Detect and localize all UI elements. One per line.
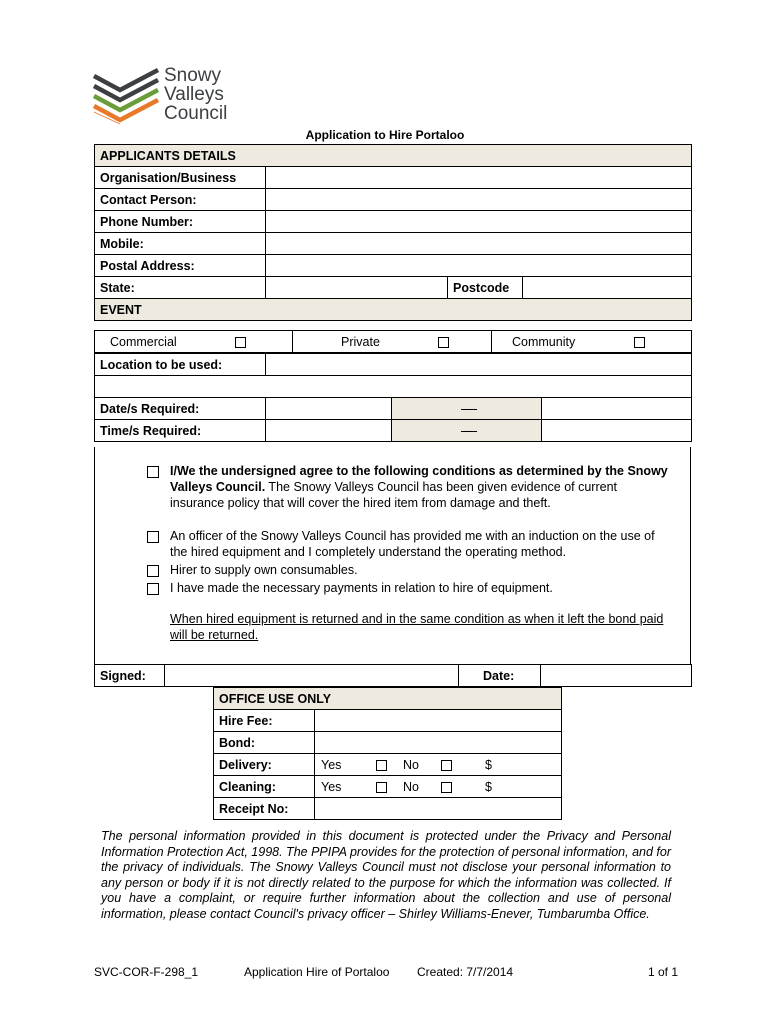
applicant-heading: APPLICANTS DETAILS	[95, 145, 692, 167]
mobile-field[interactable]	[266, 233, 692, 255]
condition-3-checkbox[interactable]	[147, 565, 159, 577]
privacy-statement: The personal information provided in this document is protected under the Privacy and Personal Information Protection Act, 1998. The PPIPA provides for the protection of personal information, and for the privacy of individuals. The Snowy Valleys Council must not disclose your personal information to any person or body if it is not directly related to the purpose for which the information was collected. If you have a complaint, or require further information about the collection and use of personal information, please contact Council's privacy officer – Shirley Williams-Enever, Tumbarumba Office.	[101, 829, 671, 921]
event-heading: EVENT	[95, 299, 692, 321]
commercial-checkbox[interactable]	[235, 337, 246, 348]
footer-created: Created: 7/7/2014	[417, 965, 514, 979]
dash-icon	[461, 431, 477, 432]
delivery-label: Delivery:	[214, 754, 315, 776]
event-community-option[interactable]	[492, 331, 692, 353]
community-checkbox[interactable]	[634, 337, 645, 348]
condition-2-text: An officer of the Snowy Valleys Council has provided me with an induction on the use of the hired equipment and I completely understand the operating method.	[170, 529, 655, 559]
condition-3-text: Hirer to supply own consumables.	[170, 563, 358, 577]
office-use-table	[213, 687, 562, 820]
postal-label: Postal Address:	[95, 255, 266, 277]
commercial-label: Commercial	[110, 334, 177, 349]
delivery-options	[315, 754, 562, 776]
location-label: Location to be used:	[95, 354, 266, 376]
applicant-details-table	[94, 144, 692, 321]
receipt-field[interactable]	[315, 798, 562, 820]
bond-field[interactable]	[315, 732, 562, 754]
date-to-field[interactable]	[542, 398, 692, 420]
private-label: Private	[341, 334, 380, 349]
office-heading: OFFICE USE ONLY	[214, 688, 562, 710]
delivery-no-label: No	[403, 758, 419, 772]
signed-label: Signed:	[95, 665, 165, 687]
condition-4-checkbox[interactable]	[147, 583, 159, 595]
delivery-dollar-label: $	[485, 758, 492, 772]
delivery-no-checkbox[interactable]	[441, 760, 452, 771]
organisation-field[interactable]	[266, 167, 692, 189]
time-to-field[interactable]	[542, 420, 692, 442]
phone-field[interactable]	[266, 211, 692, 233]
event-commercial-option[interactable]	[95, 331, 293, 353]
footer-doc-code: SVC-COR-F-298_1	[94, 965, 199, 979]
hire-fee-field[interactable]	[315, 710, 562, 732]
condition-2-checkbox[interactable]	[147, 531, 159, 543]
time-from-field[interactable]	[266, 420, 392, 442]
time-separator	[392, 420, 542, 442]
contact-field[interactable]	[266, 189, 692, 211]
logo-line-3: Council	[164, 103, 228, 124]
cleaning-no-checkbox[interactable]	[441, 782, 452, 793]
cleaning-no-label: No	[403, 780, 419, 794]
cleaning-yes-label: Yes	[321, 780, 342, 794]
postcode-label: Postcode	[448, 277, 523, 299]
bond-label: Bond:	[214, 732, 315, 754]
date-from-field[interactable]	[266, 398, 392, 420]
event-type-table	[94, 330, 692, 353]
delivery-yes-label: Yes	[321, 758, 342, 772]
logo-wordmark	[164, 66, 227, 123]
date-label: Date:	[459, 665, 541, 687]
date-separator	[392, 398, 542, 420]
logo-line-2: Valleys	[164, 84, 224, 105]
condition-1-bold: I/We the undersigned agree to the following conditions as determined by the Snowy Valleys Council.	[170, 464, 668, 494]
page-title: Application to Hire Portaloo	[305, 128, 465, 142]
times-label: Time/s Required:	[95, 420, 266, 442]
condition-1-text: The Snowy Valleys Council has been given evidence of current insurance policy that will cover the hired item from damage and theft.	[170, 480, 618, 510]
postal-field[interactable]	[266, 255, 692, 277]
conditions-section	[94, 447, 691, 664]
hire-fee-label: Hire Fee:	[214, 710, 315, 732]
footer-page-number: 1 of 1	[647, 965, 678, 979]
event-private-option[interactable]	[293, 331, 492, 353]
receipt-label: Receipt No:	[214, 798, 315, 820]
dates-label: Date/s Required:	[95, 398, 266, 420]
state-field[interactable]	[266, 277, 448, 299]
organisation-label: Organisation/Business	[95, 167, 266, 189]
signature-table	[94, 664, 692, 687]
condition-4-text: I have made the necessary payments in relation to hire of equipment.	[170, 581, 553, 595]
postcode-field[interactable]	[523, 277, 692, 299]
cleaning-options	[315, 776, 562, 798]
dash-icon	[461, 409, 477, 410]
location-field-extra[interactable]	[95, 376, 692, 398]
bond-note: When hired equipment is returned and in the same condition as when it left the bond paid will be returned.	[170, 612, 664, 642]
mobile-label: Mobile:	[95, 233, 266, 255]
cleaning-yes-checkbox[interactable]	[376, 782, 387, 793]
location-field[interactable]	[266, 354, 692, 376]
event-details-table	[94, 353, 692, 442]
phone-label: Phone Number:	[95, 211, 266, 233]
community-label: Community	[512, 334, 576, 349]
condition-1-checkbox[interactable]	[147, 466, 159, 478]
signature-field[interactable]	[165, 665, 459, 687]
contact-label: Contact Person:	[95, 189, 266, 211]
state-label: State:	[95, 277, 266, 299]
private-checkbox[interactable]	[438, 337, 449, 348]
footer-doc-name: Application Hire of Portaloo	[244, 965, 390, 979]
logo-line-1: Snowy	[164, 65, 222, 86]
date-field[interactable]	[541, 665, 692, 687]
cleaning-dollar-label: $	[485, 780, 492, 794]
cleaning-label: Cleaning:	[214, 776, 315, 798]
delivery-yes-checkbox[interactable]	[376, 760, 387, 771]
